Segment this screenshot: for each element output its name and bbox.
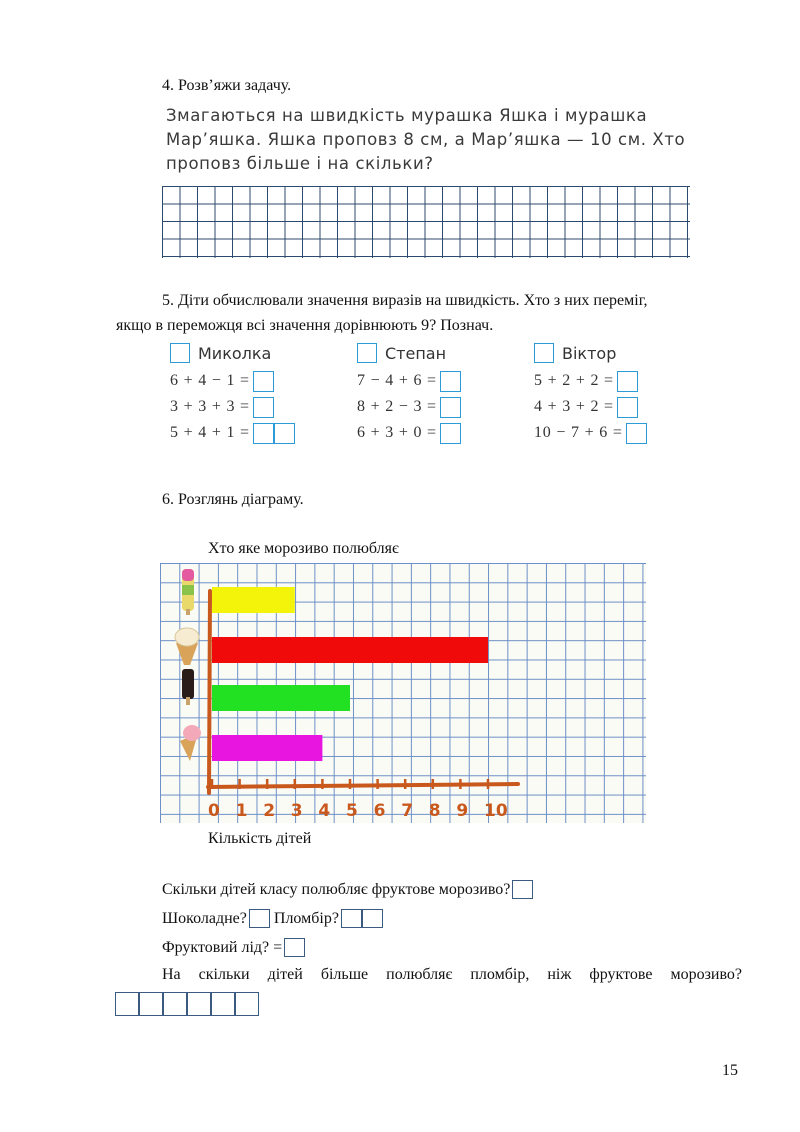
answer-box[interactable] — [440, 397, 461, 418]
x-tick-label: 8 — [428, 801, 441, 821]
task4-heading: 4. Розв’яжи задачу. — [162, 77, 292, 94]
answer-box[interactable] — [253, 371, 274, 392]
expression-row — [357, 371, 461, 397]
answer-box[interactable] — [617, 397, 638, 418]
expression-row — [534, 423, 647, 449]
answer-box[interactable] — [235, 992, 259, 1016]
expression-row — [357, 423, 461, 449]
page-number: 15 — [722, 1062, 738, 1079]
expression-row — [170, 423, 295, 449]
answer-box[interactable] — [249, 909, 270, 928]
x-tick-label: 10 — [484, 801, 508, 821]
expression-row — [357, 397, 461, 423]
answer-box[interactable] — [284, 938, 305, 957]
x-tick-label: 9 — [456, 801, 469, 821]
answer-box[interactable] — [274, 423, 295, 444]
expression: 3 + 3 + 3 = — [170, 398, 250, 416]
x-tick-label: 2 — [263, 801, 276, 821]
difference-answer-cells — [115, 992, 259, 1016]
kid-name: Степан — [385, 343, 447, 363]
x-tick-label: 1 — [235, 801, 248, 821]
checkbox-viktor[interactable] — [534, 343, 554, 363]
x-tick-label: 3 — [290, 801, 303, 821]
task4-problem-text — [166, 104, 726, 176]
x-axis-label: Кількість дітей — [208, 830, 312, 847]
x-tick-label: 7 — [401, 801, 414, 821]
bar-пломбір — [212, 637, 488, 663]
kid-name: Миколка — [198, 343, 272, 363]
answer-box[interactable] — [163, 992, 187, 1016]
task4-line-1: Змагаються на швидкість мурашка Яшка і мурашка — [166, 106, 648, 125]
chart-title: Хто яке морозиво полюбляє — [208, 540, 399, 557]
chocolate-bar-icon — [182, 669, 194, 705]
kid-name: Віктор — [562, 343, 617, 363]
x-axis — [208, 784, 518, 787]
question-text: Шоколадне? — [162, 910, 247, 927]
answer-box[interactable] — [362, 909, 383, 928]
question-difference: На скільки дітей більше полюбляє пломбір, ніж фруктове морозиво? — [162, 966, 742, 983]
answer-box[interactable] — [440, 423, 461, 444]
x-tick-label: 6 — [373, 801, 386, 821]
question-text: Фруктовий лід? = — [162, 939, 283, 956]
question-fruit — [162, 880, 533, 899]
answer-box[interactable] — [626, 423, 647, 444]
x-tick-label: 4 — [318, 801, 331, 821]
task4-line-3: проповз більше і на скільки? — [166, 154, 434, 173]
task5-line-1: 5. Діти обчислювали значення виразів на швидкість. Хто з них переміг, — [162, 292, 648, 309]
question-text: Пломбір? — [273, 910, 339, 927]
kid-column-stepan — [357, 341, 461, 449]
kid-column-mykolka — [170, 341, 295, 449]
answer-box[interactable] — [187, 992, 211, 1016]
answer-box[interactable] — [617, 371, 638, 392]
expression-row — [170, 371, 295, 397]
bar-фруктове — [212, 735, 322, 761]
expression: 8 + 2 − 3 = — [357, 398, 437, 416]
fruit-cone-icon — [180, 725, 201, 761]
answer-box[interactable] — [512, 880, 533, 899]
expression-row — [534, 397, 647, 423]
answer-box[interactable] — [253, 397, 274, 418]
expression: 4 + 3 + 2 = — [534, 398, 614, 416]
question-chocolate-plombir — [162, 909, 383, 928]
task4-answer-grid[interactable] — [162, 186, 690, 258]
checkbox-stepan[interactable] — [357, 343, 377, 363]
x-tick-label: 0 — [208, 801, 220, 821]
question-fruit-ice — [162, 938, 305, 957]
ice-cream-chart — [160, 563, 646, 823]
chart-canvas — [160, 563, 646, 823]
answer-box[interactable] — [253, 423, 274, 444]
answer-box[interactable] — [440, 371, 461, 392]
expression: 7 − 4 + 6 = — [357, 372, 437, 390]
answer-box[interactable] — [341, 909, 362, 928]
x-tick-label: 5 — [346, 801, 358, 821]
task4-line-2: Мар’яшка. Яшка проповз 8 см, а Мар’яшка — 10 см. Хто — [166, 130, 686, 149]
expression-row — [534, 371, 647, 397]
answer-box[interactable] — [139, 992, 163, 1016]
expression: 5 + 2 + 2 = — [534, 372, 614, 390]
bar-фруктовий-лід — [212, 587, 295, 613]
expression-row — [170, 397, 295, 423]
answer-box[interactable] — [115, 992, 139, 1016]
y-axis — [209, 591, 210, 793]
expression: 5 + 4 + 1 = — [170, 424, 250, 442]
checkbox-mykolka[interactable] — [170, 343, 190, 363]
plombir-cone-icon — [175, 628, 199, 665]
expression: 6 + 4 − 1 = — [170, 372, 250, 390]
answer-box[interactable] — [211, 992, 235, 1016]
bar-шоколадне — [212, 685, 350, 711]
task6-heading: 6. Розглянь діаграму. — [162, 491, 304, 508]
fruit-ice-lolly-icon — [182, 569, 194, 615]
expression: 10 − 7 + 6 = — [534, 424, 623, 442]
task5-line-2: якщо в переможця всі значення дорівнюють 9? Познач. — [116, 317, 494, 334]
kid-column-viktor — [534, 341, 647, 449]
question-text: Скільки дітей класу полюбляє фруктове морозиво? — [162, 881, 511, 898]
expression: 6 + 3 + 0 = — [357, 424, 437, 442]
